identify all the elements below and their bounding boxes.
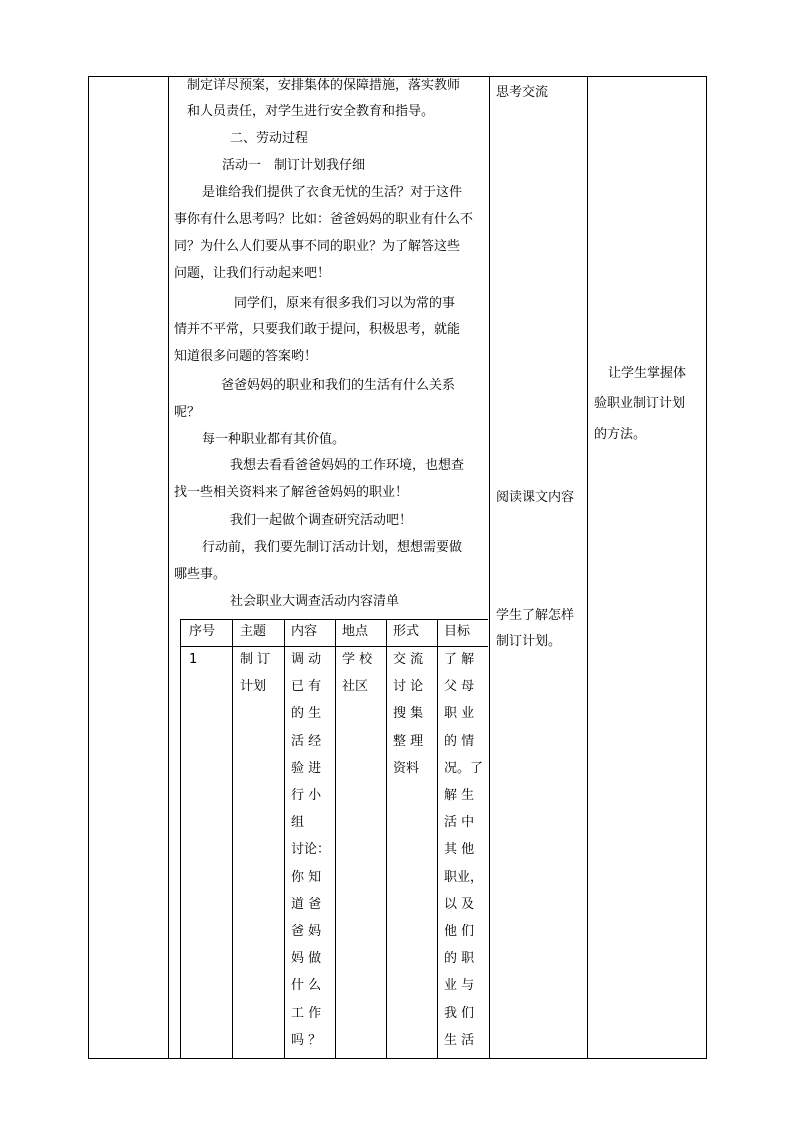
inner-table-left-border bbox=[180, 619, 181, 1058]
lesson-line: 事你有什么思考吗？比如：爸爸妈妈的职业有什么不 bbox=[174, 212, 474, 227]
header-form: 形式 bbox=[393, 624, 420, 639]
cell-line: 学 校 bbox=[342, 652, 373, 667]
cell-line: 整 理 bbox=[393, 734, 424, 749]
activity-heading: 活动一 制订计划我仔细 bbox=[222, 158, 366, 173]
cell-line: 生 活 bbox=[444, 1033, 475, 1048]
lesson-line: 我想去看看爸爸妈妈的工作环境，也想查 bbox=[230, 458, 465, 473]
design-intent-line: 验职业制订计划 bbox=[594, 396, 686, 411]
student-activity-plan: 学生了解怎样 bbox=[496, 608, 575, 623]
header-theme: 主题 bbox=[240, 624, 267, 639]
lesson-line: 问题，让我们行动起来吧！ bbox=[174, 266, 331, 281]
cell-line: 什 么 bbox=[291, 978, 322, 993]
outer-table-bottom-border bbox=[88, 1058, 707, 1059]
header-number: 序号 bbox=[189, 624, 216, 639]
cell-line: 解 生 bbox=[444, 788, 475, 803]
outer-table-right-border bbox=[706, 76, 707, 1058]
header-goal: 目标 bbox=[444, 624, 471, 639]
cell-line: 已 有 bbox=[291, 679, 322, 694]
inner-table-col-divider bbox=[335, 619, 336, 1058]
lesson-line: 知道很多问题的答案哟！ bbox=[174, 349, 318, 364]
cell-line: 调 动 bbox=[291, 652, 322, 667]
lesson-line: 每一种职业都有其价值。 bbox=[202, 432, 346, 447]
cell-line: 职业， bbox=[444, 870, 484, 885]
inner-table-col-divider bbox=[386, 619, 387, 1058]
cell-line: 讨论： bbox=[291, 842, 331, 857]
outer-table-col-divider-1 bbox=[168, 76, 169, 1058]
cell-line: 他 们 bbox=[444, 924, 475, 939]
lesson-line: 找一些相关资料来了解爸爸妈妈的职业！ bbox=[174, 485, 409, 500]
cell-line: 父 母 bbox=[444, 679, 475, 694]
outer-table-top-border bbox=[88, 76, 707, 77]
section-heading: 二、劳动过程 bbox=[230, 131, 309, 146]
cell-line: 资料 bbox=[393, 761, 420, 776]
cell-line: 了 解 bbox=[444, 652, 475, 667]
lesson-line: 行动前，我们要先制订活动计划，想想需要做 bbox=[202, 540, 463, 555]
lesson-line: 同？为什么人们要从事不同的职业？为了解答这些 bbox=[174, 239, 461, 254]
lesson-line: 哪些事。 bbox=[174, 567, 227, 582]
cell-line: 以 及 bbox=[444, 897, 475, 912]
cell-line: 工 作 bbox=[291, 1006, 322, 1021]
cell-line: 制 订 bbox=[240, 652, 271, 667]
row-number: 1 bbox=[189, 652, 198, 667]
student-activity-read: 阅读课文内容 bbox=[496, 490, 575, 505]
cell-line: 搜 集 bbox=[393, 706, 424, 721]
cell-line: 妈 做 bbox=[291, 951, 322, 966]
inner-table-title: 社会职业大调查活动内容清单 bbox=[230, 594, 400, 609]
cell-line: 计划 bbox=[240, 679, 267, 694]
inner-table-top-border bbox=[180, 619, 488, 620]
lesson-line: 同学们，原来有很多我们习以为常的事 bbox=[234, 296, 456, 311]
design-intent-line: 的方法。 bbox=[594, 427, 647, 442]
outer-table-col-divider-2 bbox=[489, 76, 490, 1058]
cell-line: 社区 bbox=[342, 679, 369, 694]
cell-line: 组 bbox=[291, 815, 305, 830]
cell-line: 爸 妈 bbox=[291, 924, 322, 939]
header-content: 内容 bbox=[291, 624, 318, 639]
student-activity-think: 思考交流 bbox=[496, 85, 549, 100]
lesson-line: 和人员责任，对学生进行安全教育和指导。 bbox=[187, 104, 435, 119]
cell-line: 况。了 bbox=[444, 761, 484, 776]
cell-line: 的 情 bbox=[444, 734, 475, 749]
cell-line: 活 中 bbox=[444, 815, 475, 830]
lesson-line: 制定详尽预案，安排集体的保障措施，落实教师 bbox=[187, 78, 461, 93]
student-activity-plan: 制订计划。 bbox=[496, 634, 562, 649]
cell-line: 讨 论 bbox=[393, 679, 424, 694]
cell-line: 我 们 bbox=[444, 1006, 475, 1021]
inner-table-col-divider bbox=[437, 619, 438, 1058]
cell-line: 的 职 bbox=[444, 951, 475, 966]
lesson-line: 爸爸妈妈的职业和我们的生活有什么关系 bbox=[221, 378, 456, 393]
outer-table-col-divider-3 bbox=[587, 76, 588, 1058]
inner-table-header-divider bbox=[180, 646, 488, 647]
design-intent-line: 让学生掌握体 bbox=[608, 366, 687, 381]
lesson-line: 情并不平常，只要我们敢于提问，积极思考，就能 bbox=[174, 322, 461, 337]
outer-table-left-border bbox=[88, 76, 89, 1058]
lesson-line: 呢？ bbox=[174, 405, 201, 420]
inner-table-col-divider bbox=[284, 619, 285, 1058]
inner-table-col-divider bbox=[232, 619, 233, 1058]
lesson-line: 是谁给我们提供了衣食无忧的生活？对于这件 bbox=[202, 185, 463, 200]
cell-line: 验 进 bbox=[291, 761, 322, 776]
cell-line: 行 小 bbox=[291, 788, 322, 803]
cell-line: 道 爸 bbox=[291, 897, 322, 912]
cell-line: 职 业 bbox=[444, 706, 475, 721]
cell-line: 交 流 bbox=[393, 652, 424, 667]
cell-line: 的 生 bbox=[291, 706, 322, 721]
cell-line: 吗 ？ bbox=[291, 1033, 322, 1048]
cell-line: 业 与 bbox=[444, 978, 475, 993]
cell-line: 其 他 bbox=[444, 842, 475, 857]
header-place: 地点 bbox=[342, 624, 369, 639]
cell-line: 你 知 bbox=[291, 870, 322, 885]
lesson-line: 我们一起做个调查研究活动吧！ bbox=[230, 513, 413, 528]
cell-line: 活 经 bbox=[291, 734, 322, 749]
